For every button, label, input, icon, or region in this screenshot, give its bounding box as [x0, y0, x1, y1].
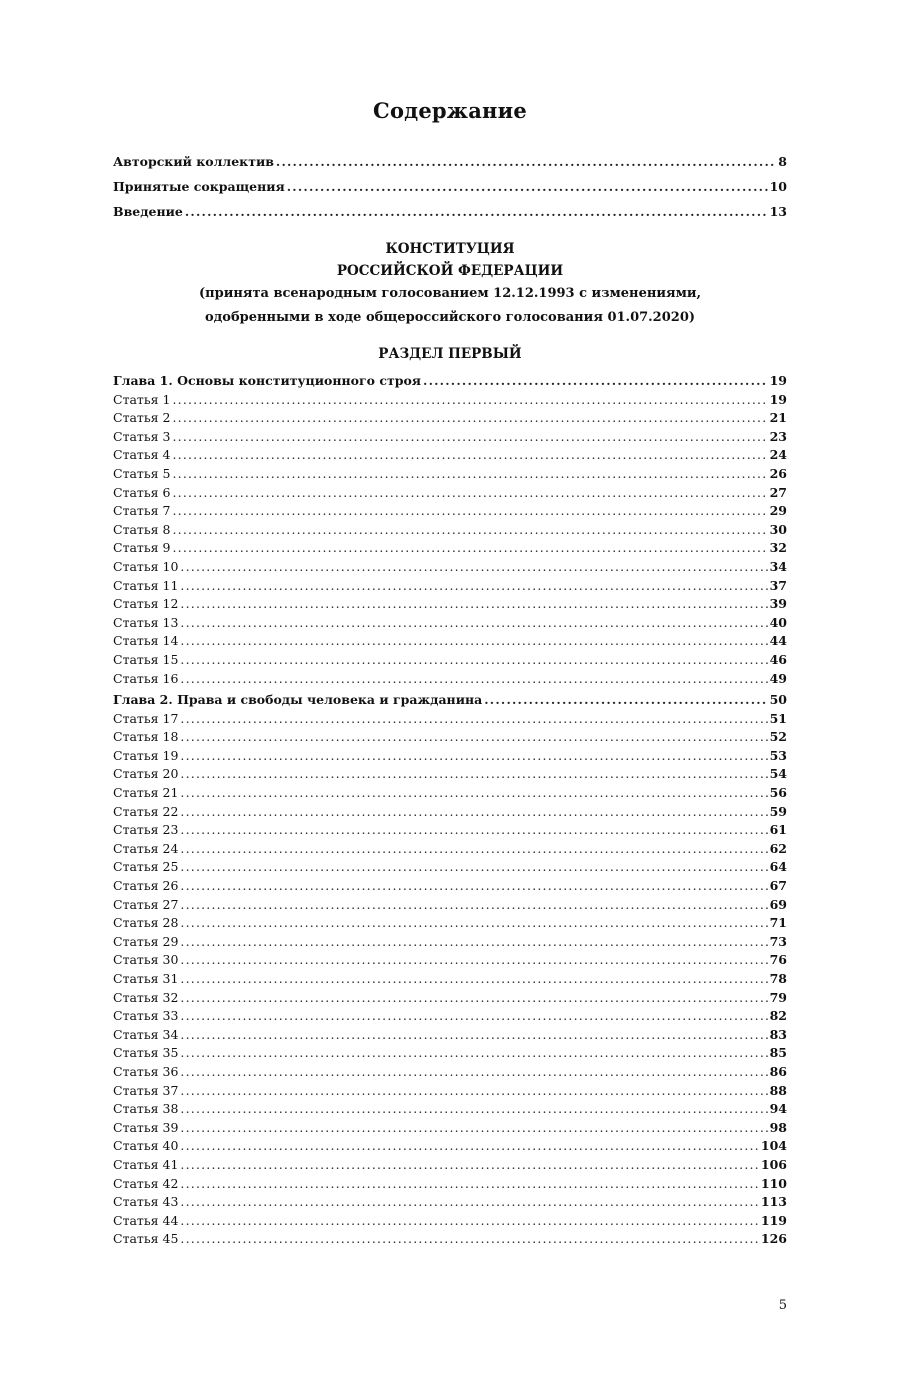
front-matter-entry-label: Авторский коллектив: [113, 154, 274, 169]
article-entry-page: 98: [769, 1119, 787, 1135]
article-entry[interactable]: [113, 1044, 787, 1063]
article-entry-label: Статья 36: [113, 1063, 179, 1079]
article-entry[interactable]: [113, 747, 787, 766]
article-entry-label: Статья 6: [113, 484, 171, 500]
dot-leader: [172, 484, 767, 503]
dot-leader: [172, 502, 767, 521]
dot-leader: [180, 747, 767, 766]
article-entry-page: 64: [769, 859, 787, 875]
article-entry[interactable]: [113, 933, 787, 952]
article-entry[interactable]: [113, 670, 787, 689]
constitution-subtitle-line1: (принята всенародным голосованием 12.12.1993 с изменениями,: [198, 286, 702, 301]
article-entry-label: Статья 18: [113, 729, 179, 745]
article-entry-page: 40: [769, 614, 787, 630]
page-title: Содержание: [373, 98, 527, 123]
article-entry[interactable]: [113, 446, 787, 465]
dot-leader: [287, 174, 768, 199]
article-entry-label: Статья 39: [113, 1119, 179, 1135]
article-entry[interactable]: [113, 1082, 787, 1101]
dot-leader: [180, 989, 767, 1008]
article-entry-page: 44: [769, 633, 787, 649]
article-entry-page: 79: [769, 989, 787, 1005]
article-entry-page: 86: [769, 1063, 787, 1079]
article-entry[interactable]: [113, 1063, 787, 1082]
dot-leader: [180, 1212, 758, 1231]
article-entry[interactable]: [113, 539, 787, 558]
article-entry[interactable]: [113, 803, 787, 822]
article-entry-label: Статья 38: [113, 1101, 179, 1117]
front-matter-entry-page: 10: [769, 179, 787, 194]
dot-leader: [180, 577, 767, 596]
article-entry-label: Статья 17: [113, 710, 179, 726]
article-entry-page: 82: [769, 1008, 787, 1024]
article-entry[interactable]: [113, 502, 787, 521]
dot-leader: [180, 1100, 767, 1119]
article-entry-page: 52: [769, 729, 787, 745]
dot-leader: [276, 149, 776, 174]
article-entry-page: 85: [769, 1045, 787, 1061]
article-entry[interactable]: [113, 840, 787, 859]
chapter-entry-page: 50: [769, 692, 787, 708]
article-entry[interactable]: [113, 896, 787, 915]
article-entry-page: 67: [769, 878, 787, 894]
article-entry-page: 34: [769, 558, 787, 574]
article-entry[interactable]: [113, 914, 787, 933]
constitution-title-line1: КОНСТИТУЦИЯ: [385, 241, 515, 257]
article-entry[interactable]: [113, 577, 787, 596]
article-entry[interactable]: [113, 951, 787, 970]
article-entry[interactable]: [113, 465, 787, 484]
article-entry-label: Статья 25: [113, 859, 179, 875]
dot-leader: [180, 1230, 758, 1249]
article-entry-page: 62: [769, 840, 787, 856]
article-entry[interactable]: [113, 651, 787, 670]
dot-leader: [180, 1044, 767, 1063]
article-entry-label: Статья 5: [113, 465, 171, 481]
article-entry[interactable]: [113, 1212, 787, 1231]
dot-leader: [180, 1156, 758, 1175]
article-entry[interactable]: [113, 521, 787, 540]
dot-leader: [180, 595, 767, 614]
dot-leader: [180, 558, 767, 577]
article-entry-label: Статья 2: [113, 410, 171, 426]
article-entry-label: Статья 9: [113, 540, 171, 556]
article-entry-page: 49: [769, 670, 787, 686]
article-entry-label: Статья 29: [113, 933, 179, 949]
article-entry-page: 39: [769, 596, 787, 612]
article-entry[interactable]: [113, 858, 787, 877]
article-entry-label: Статья 14: [113, 633, 179, 649]
article-entry-page: 51: [769, 710, 787, 726]
front-matter-entry[interactable]: [113, 174, 787, 199]
article-entry-page: 119: [760, 1212, 787, 1228]
dot-leader: [484, 691, 767, 710]
dot-leader: [180, 765, 767, 784]
dot-leader: [180, 877, 767, 896]
dot-leader: [185, 199, 768, 224]
article-entry[interactable]: [113, 484, 787, 503]
article-entry-label: Статья 7: [113, 503, 171, 519]
article-entry-page: 30: [769, 521, 787, 537]
article-entry[interactable]: [113, 1137, 787, 1156]
article-entry-page: 73: [769, 933, 787, 949]
dot-leader: [180, 821, 767, 840]
dot-leader: [180, 710, 767, 729]
dot-leader: [180, 651, 767, 670]
article-entry-page: 24: [769, 447, 787, 463]
article-entry-label: Статья 22: [113, 803, 179, 819]
article-entry-page: 76: [769, 952, 787, 968]
article-entry[interactable]: [113, 765, 787, 784]
article-entry-page: 78: [769, 971, 787, 986]
article-entry[interactable]: [113, 1230, 787, 1249]
dot-leader: [180, 1119, 767, 1138]
dot-leader: [180, 914, 767, 933]
dot-leader: [180, 951, 767, 970]
article-entry[interactable]: [113, 409, 787, 428]
article-entry-label: Статья 11: [113, 577, 179, 593]
article-entry-page: 46: [769, 651, 787, 667]
dot-leader: [180, 803, 767, 822]
article-entry-label: Статья 45: [113, 1231, 179, 1247]
article-entry[interactable]: [113, 728, 787, 747]
article-entry[interactable]: [113, 821, 787, 840]
front-matter-list: [113, 149, 787, 224]
article-entry[interactable]: [113, 428, 787, 447]
front-matter-entry-page: 13: [769, 204, 787, 219]
toc-page: [113, 98, 787, 1249]
dot-leader: [180, 784, 767, 803]
article-entry-page: 23: [769, 428, 787, 444]
article-entry-label: Статья 35: [113, 1045, 179, 1061]
dot-leader: [172, 446, 767, 465]
article-entry[interactable]: [113, 1193, 787, 1212]
chapters-list: [113, 372, 787, 1249]
article-entry-label: Статья 24: [113, 840, 179, 856]
article-entry-label: Статья 26: [113, 878, 179, 894]
article-entry-label: Статья 21: [113, 785, 179, 801]
dot-leader: [172, 521, 767, 540]
article-entry[interactable]: [113, 391, 787, 410]
dot-leader: [180, 1082, 767, 1101]
dot-leader: [180, 1193, 758, 1212]
dot-leader: [172, 409, 767, 428]
dot-leader: [172, 539, 767, 558]
article-entry-page: 61: [769, 822, 787, 838]
article-entry-label: Статья 13: [113, 614, 179, 630]
chapter-entry-label: Глава 2. Права и свободы человека и гражданина: [113, 692, 483, 708]
article-entry-page: 26: [769, 465, 787, 481]
dot-leader: [180, 1063, 767, 1082]
article-entry[interactable]: [113, 1007, 787, 1026]
chapter-entry-page: 19: [769, 373, 787, 388]
front-matter-entry-page: 8: [778, 154, 787, 169]
article-entry-label: Статья 3: [113, 428, 171, 444]
article-entry-page: 56: [769, 785, 787, 801]
article-entry-page: 88: [769, 1082, 787, 1098]
dot-leader: [172, 391, 767, 410]
article-entry[interactable]: [113, 989, 787, 1008]
article-entry-label: Статья 41: [113, 1156, 179, 1172]
article-entry[interactable]: [113, 710, 787, 729]
dot-leader: [180, 933, 767, 952]
article-entry-label: Статья 40: [113, 1138, 179, 1154]
article-entry-label: Статья 16: [113, 670, 179, 686]
article-entry-label: Статья 15: [113, 651, 179, 667]
article-entry-label: Статья 23: [113, 822, 179, 838]
article-entry[interactable]: [113, 1100, 787, 1119]
dot-leader: [180, 840, 767, 859]
article-entry-page: 126: [760, 1231, 787, 1247]
article-entry-page: 53: [769, 747, 787, 763]
article-entry-label: Статья 28: [113, 915, 179, 931]
article-entry-label: Статья 20: [113, 766, 179, 782]
article-entry-page: 113: [760, 1194, 787, 1210]
article-entry[interactable]: [113, 614, 787, 633]
article-entry-page: 106: [760, 1156, 787, 1172]
article-entry[interactable]: [113, 1026, 787, 1045]
article-entry-label: Статья 10: [113, 558, 179, 574]
article-entry-page: 69: [769, 896, 787, 912]
article-entry-label: Статья 4: [113, 447, 171, 463]
article-entry[interactable]: [113, 1156, 787, 1175]
article-entry-page: 83: [769, 1026, 787, 1042]
section-heading: РАЗДЕЛ ПЕРВЫЙ: [378, 346, 522, 362]
article-entry[interactable]: [113, 632, 787, 651]
article-entry[interactable]: [113, 595, 787, 614]
chapter-entry[interactable]: [113, 691, 787, 710]
article-entry-page: 19: [769, 391, 787, 407]
article-entry-page: 29: [769, 503, 787, 519]
dot-leader: [180, 614, 767, 633]
article-entry[interactable]: [113, 1119, 787, 1138]
article-entry-page: 27: [769, 484, 787, 500]
article-entry-label: Статья 37: [113, 1082, 179, 1098]
article-entry-label: Статья 27: [113, 896, 179, 912]
front-matter-entry-label: Введение: [113, 204, 183, 219]
article-entry-page: 59: [769, 803, 787, 819]
article-entry-page: 54: [769, 766, 787, 782]
article-entry-label: Статья 42: [113, 1175, 179, 1191]
article-entry-label: Статья 43: [113, 1194, 179, 1210]
dot-leader: [180, 1007, 767, 1026]
dot-leader: [180, 896, 767, 915]
article-entry[interactable]: [113, 877, 787, 896]
article-entry-label: Статья 44: [113, 1212, 179, 1228]
article-entry-label: Статья 30: [113, 952, 179, 968]
article-entry-label: Статья 12: [113, 596, 179, 612]
page-number: 5: [778, 1298, 787, 1313]
article-entry-label: Статья 34: [113, 1026, 179, 1042]
dot-leader: [423, 372, 768, 391]
article-entry-page: 37: [769, 577, 787, 593]
article-entry-page: 94: [769, 1101, 787, 1117]
dot-leader: [180, 1175, 758, 1194]
article-entry-page: 104: [760, 1138, 787, 1154]
article-entry[interactable]: [113, 970, 787, 989]
dot-leader: [180, 632, 767, 651]
front-matter-entry[interactable]: [113, 149, 787, 174]
article-entry-label: Статья 32: [113, 989, 179, 1005]
constitution-subtitle-line2: одобренными в ходе общероссийского голосования 01.07.2020): [204, 310, 696, 325]
constitution-title-line2: РОССИЙСКОЙ ФЕДЕРАЦИИ: [336, 263, 564, 279]
chapter-entry-label: Глава 1. Основы конституционного строя: [113, 373, 422, 388]
article-entry[interactable]: [113, 558, 787, 577]
article-entry[interactable]: [113, 784, 787, 803]
front-matter-entry[interactable]: [113, 199, 787, 224]
chapter-entry[interactable]: [113, 372, 787, 391]
article-entry-page: 21: [769, 410, 787, 426]
dot-leader: [180, 670, 767, 689]
article-entry-label: Статья 31: [113, 971, 179, 986]
article-entry-page: 32: [769, 540, 787, 556]
article-entry-page: 71: [769, 915, 787, 931]
dot-leader: [180, 1137, 758, 1156]
front-matter-entry-label: Принятые сокращения: [113, 179, 285, 194]
article-entry-page: 110: [760, 1175, 787, 1191]
article-entry-label: Статья 33: [113, 1008, 179, 1024]
dot-leader: [180, 970, 767, 989]
dot-leader: [180, 728, 767, 747]
dot-leader: [180, 858, 767, 877]
article-entry-label: Статья 1: [113, 391, 171, 407]
article-entry-label: Статья 8: [113, 521, 171, 537]
article-entry[interactable]: [113, 1175, 787, 1194]
dot-leader: [172, 465, 767, 484]
article-entry-label: Статья 19: [113, 747, 179, 763]
dot-leader: [180, 1026, 767, 1045]
dot-leader: [172, 428, 767, 447]
